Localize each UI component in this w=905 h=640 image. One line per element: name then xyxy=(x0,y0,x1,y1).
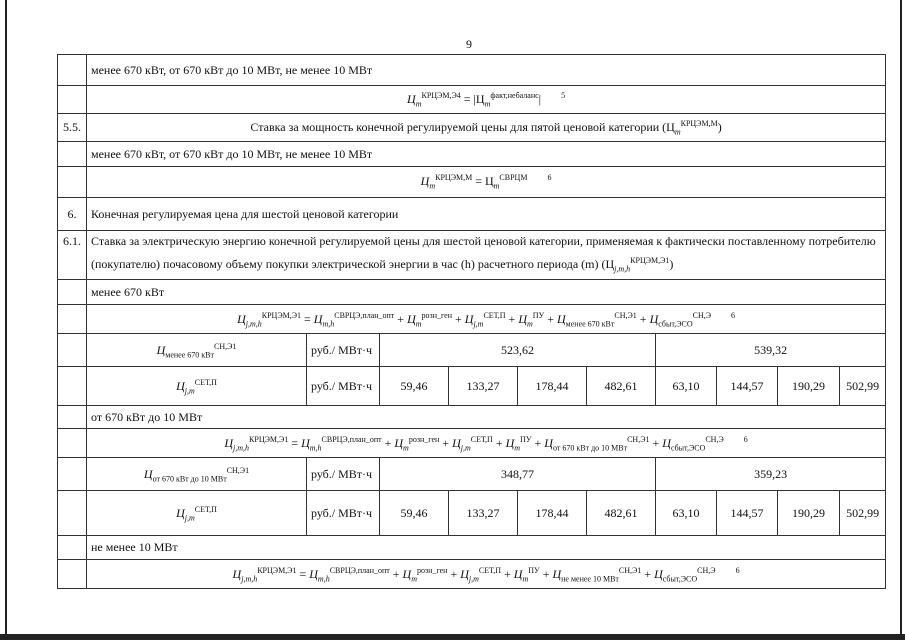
row-label: $Ц_{j,m}^{СЕТ,П}$ xyxy=(87,367,307,406)
value-cell: 502,99 xyxy=(840,367,886,406)
value-cell: 63,10 xyxy=(656,367,717,406)
left-scan-edge xyxy=(5,0,7,640)
value-cell: 144,57 xyxy=(717,367,778,406)
value-cell: 133,27 xyxy=(449,367,518,406)
unit-cell: руб./ МВт·ч xyxy=(307,458,380,491)
value-cell: 539,32 xyxy=(656,334,886,367)
table-row xyxy=(58,167,886,198)
table-row xyxy=(58,55,886,86)
footnote-ref: 6 xyxy=(547,173,552,183)
table-row xyxy=(58,536,886,560)
right-scan-edge xyxy=(900,0,902,640)
value-cell: 359,23 xyxy=(656,458,886,491)
unit-cell: руб./ МВт·ч xyxy=(307,367,380,406)
value-cell: 190,29 xyxy=(778,491,840,536)
section-heading: Конечная регулируемая цена для шестой ценовой категории xyxy=(87,198,886,231)
table-row xyxy=(58,491,886,536)
table-row xyxy=(58,367,886,406)
value-cell: 348,77 xyxy=(380,458,656,491)
row-label: $Ц_{от 670 кВт до 10 МВт}^{СН,Э1}$ xyxy=(87,458,307,491)
value-cell: 144,57 xyxy=(717,491,778,536)
value-cell: 63,10 xyxy=(656,491,717,536)
formula-e1-small: $Ц_{j,m,h}^{КРЦЭМ,Э1} = Ц_{m,h}^{СВРЦЭ,план\_опт} + Ц_m^{розн\_ген} + Ц_{j,m}^{СЕТ,П} + Ц_m^{ПУ} + Ц_{менее 670 кВт}^{СН,Э1} + Ц_{сбыт,ЭСО}^{СН,Э}$ $^6$ xyxy=(87,305,886,334)
category-text: менее 670 кВт, от 670 кВт до 10 МВт, не менее 10 МВт xyxy=(87,55,886,86)
row-label: $Ц_{j,m}^{СЕТ,П}$ xyxy=(87,491,307,536)
formula-m: $Ц_m^{КРЦЭМ,М} = Ц_m^{СВРЦМ}$ $^6$ xyxy=(87,167,886,198)
category-text: менее 670 кВт, от 670 кВт до 10 МВт, не менее 10 МВт xyxy=(87,142,886,167)
value-cell: 482,61 xyxy=(587,367,656,406)
row-label: $Ц_{менее 670 кВт}^{СН,Э1}$ xyxy=(87,334,307,367)
table-row xyxy=(58,231,886,280)
value-cell: 502,99 xyxy=(840,491,886,536)
section-heading: Ставка за мощность конечной регулируемой цены для пятой ценовой категории $(Ц_m^{КРЦЭМ,М})$ xyxy=(87,114,886,142)
table-row xyxy=(58,198,886,231)
table-row xyxy=(58,406,886,429)
value-cell: 190,29 xyxy=(778,367,840,406)
tariff-table xyxy=(57,54,886,589)
value-cell: 59,46 xyxy=(380,367,449,406)
footnote-ref: 5 xyxy=(561,90,566,100)
table-row xyxy=(58,142,886,167)
table-row xyxy=(58,280,886,305)
formula-e1-mid: $Ц_{j,m,h}^{КРЦЭМ,Э1} = Ц_{m,h}^{СВРЦЭ,план\_опт} + Ц_m^{розн\_ген} + Ц_{j,m}^{СЕТ,П} + Ц_m^{ПУ} + Ц_{от 670 кВт до 10 МВт}^{СН,Э1} + Ц_{сбыт,ЭСО}^{СН,Э}$ $^6$ xyxy=(87,429,886,458)
category-text: от 670 кВт до 10 МВт xyxy=(87,406,886,429)
table-row xyxy=(58,114,886,142)
table-row xyxy=(58,305,886,334)
value-cell: 133,27 xyxy=(449,491,518,536)
category-text: не менее 10 МВт xyxy=(87,536,886,560)
unit-cell: руб./ МВт·ч xyxy=(307,334,380,367)
value-cell: 178,44 xyxy=(518,367,587,406)
table-row xyxy=(58,458,886,491)
table-row xyxy=(58,334,886,367)
category-text: менее 670 кВт xyxy=(87,280,886,305)
footnote-ref: 6 xyxy=(731,310,736,320)
section-number: 6. xyxy=(58,198,87,231)
value-cell: 523,62 xyxy=(380,334,656,367)
table-row xyxy=(58,560,886,589)
formula-e4: $Ц_m^{КРЦЭМ,Э4} = |Ц_m^{факт,небаланс}|$ $^5$ xyxy=(87,86,886,114)
table-row xyxy=(58,86,886,114)
formula-e1-large: $Ц_{j,m,h}^{КРЦЭМ,Э1} = Ц_{m,h}^{СВРЦЭ,план\_опт} + Ц_m^{розн\_ген} + Ц_{j,m}^{СЕТ,П} + Ц_m^{ПУ} + Ц_{не менее 10 МВт}^{СН,Э1} + Ц_{сбыт,ЭСО}^{СН,Э}$ $^6$ xyxy=(87,560,886,589)
table-row xyxy=(58,429,886,458)
footnote-ref: 6 xyxy=(743,434,748,444)
value-cell: 59,46 xyxy=(380,491,449,536)
footnote-ref: 6 xyxy=(735,565,740,575)
value-cell: 178,44 xyxy=(518,491,587,536)
page-number: 9 xyxy=(466,37,472,51)
section-heading: Ставка за электрическую энергию конечной регулируемой цены для шестой ценовой категории, применяемая к фактически поставленному потребителю (покупателю) почасовому объему покупки электрической энергии в час (h) расчетного периода (m) $(Ц_{j,m,h}^{КРЦЭМ,Э1})$ xyxy=(87,231,886,280)
bottom-scan-edge xyxy=(0,634,905,640)
unit-cell: руб./ МВт·ч xyxy=(307,491,380,536)
section-number: 6.1. xyxy=(58,231,87,280)
section-number: 5.5. xyxy=(58,114,87,142)
value-cell: 482,61 xyxy=(587,491,656,536)
